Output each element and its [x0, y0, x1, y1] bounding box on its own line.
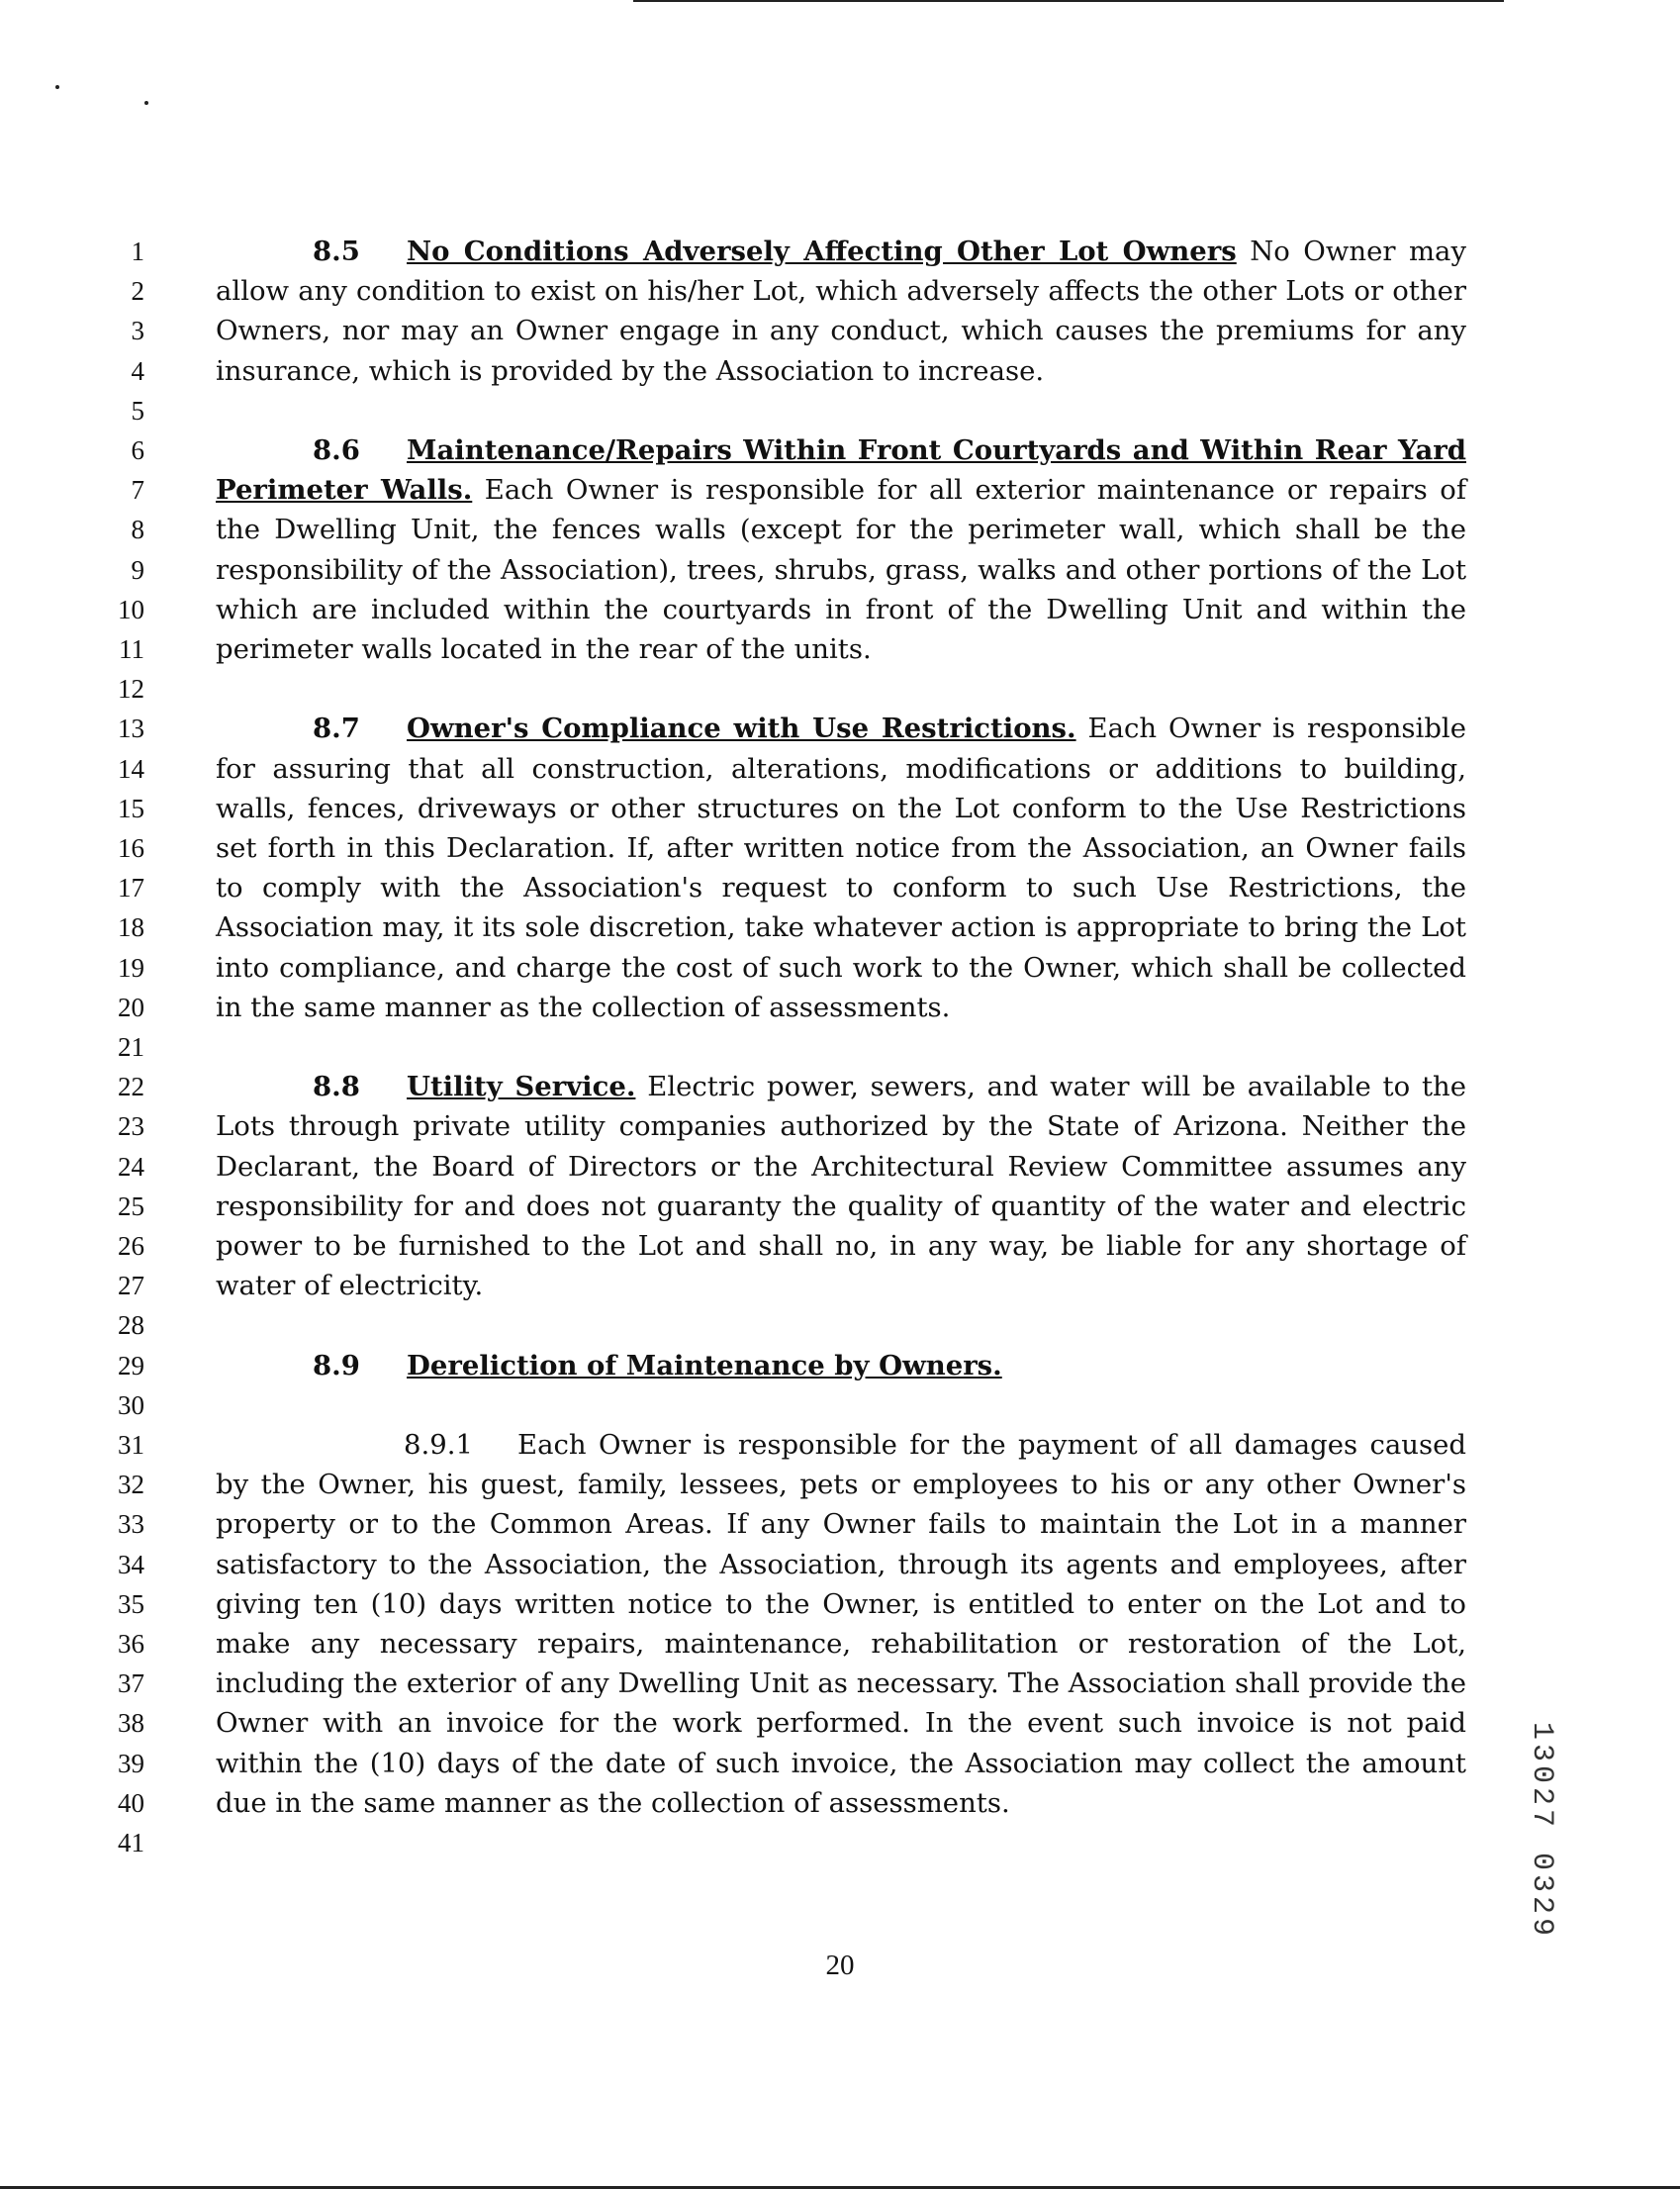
subsection-number: 8.9.1	[404, 1429, 473, 1462]
line-number: 23	[118, 1111, 144, 1142]
line-number: 36	[118, 1629, 144, 1659]
line-number: 12	[118, 674, 144, 705]
section-number: 8.8	[313, 1071, 360, 1103]
line-number: 4	[131, 355, 144, 386]
section-8-5	[216, 232, 1466, 391]
line-number: 9	[131, 554, 144, 585]
line-number: 33	[118, 1509, 144, 1540]
line-number: 40	[118, 1787, 144, 1818]
section-body: Electric power, sewers, and water will be available to the Lots through private utility companies authorized by the State of Arizona. Neither the Declarant, the Board of Directors or the Architectural Review Committee assumes any responsibility for and does not guaranty the quality of quantity of the water and electric power to be furnished to the Lot and shall no, in any way, be liable for any shortage of water of electricity.	[216, 1071, 1466, 1302]
document-body	[216, 232, 1466, 1823]
section-number: 8.7	[313, 713, 360, 745]
scan-speck	[144, 101, 148, 105]
line-number: 5	[131, 395, 144, 426]
section-heading: No Conditions Adversely Affecting Other Lot Owners	[407, 236, 1237, 267]
section-body: Each Owner is responsible for all exterior maintenance or repairs of the Dwelling Unit, the fences walls (except for the perimeter wall, which shall be the responsibility of the Association), trees, shrubs, grass, walks and other portions of the Lot which are included within the courtyards in front of the Dwelling Unit and within the perimeter walls located in the rear of the units.	[216, 474, 1467, 666]
line-number: 31	[118, 1430, 144, 1460]
line-number: 20	[118, 992, 144, 1022]
section-heading: Dereliction of Maintenance by Owners.	[407, 1349, 1002, 1381]
line-number: 30	[118, 1389, 144, 1420]
section-number: 8.6	[313, 434, 360, 466]
line-number: 2	[131, 276, 144, 307]
line-number: 1	[131, 237, 144, 266]
section-number: 8.5	[313, 236, 360, 267]
section-heading: Maintenance/Repairs Within Front Courtyards and Within Rear Yard Perimeter Walls.	[216, 434, 1466, 507]
section-8-6	[216, 430, 1466, 669]
line-number: 18	[118, 912, 144, 943]
line-number: 19	[118, 952, 144, 983]
section-8-9	[216, 1346, 1466, 1385]
top-scan-border	[633, 0, 1504, 2]
line-number: 26	[118, 1231, 144, 1261]
line-number: 7	[131, 475, 144, 506]
line-number: 35	[118, 1588, 144, 1619]
line-number: 34	[118, 1549, 144, 1579]
line-number: 17	[118, 873, 144, 904]
line-number: 29	[118, 1350, 144, 1380]
line-number: 32	[118, 1470, 144, 1500]
line-number: 38	[118, 1708, 144, 1739]
line-number: 16	[118, 833, 144, 863]
line-number: 6	[131, 435, 144, 465]
section-body: No Owner may allow any condition to exist on his/her Lot, which adversely affects the other Lots or other Owners, nor may an Owner engage in any conduct, which causes the premiums for any insurance, which is provided by the Association to increase.	[216, 236, 1466, 387]
line-number: 39	[118, 1748, 144, 1778]
line-number: 15	[118, 793, 144, 823]
recording-stamp: 13027 0329	[1525, 1722, 1558, 1941]
line-number: 41	[118, 1828, 144, 1857]
section-8-9-1	[216, 1425, 1466, 1823]
section-number: 8.9	[313, 1349, 360, 1381]
line-number: 27	[118, 1271, 144, 1301]
line-number: 24	[118, 1151, 144, 1182]
line-number: 8	[131, 515, 144, 545]
section-body: Each Owner is responsible for assuring that all construction, alterations, modifications or additions to building, walls, fences, driveways or other structures on the Lot conform to the Use Restrictions set forth in this Declaration. If, after written notice from the Association, an Owner fails to comply with the Association's request to conform to such Use Restrictions, the Association may, it its sole discretion, take whatever action is appropriate to bring the Lot into compliance, and charge the cost of such work to the Owner, which shall be collected in the same manner as the collection of assessments.	[216, 713, 1466, 1023]
scan-speck	[55, 85, 59, 89]
line-number: 28	[118, 1310, 144, 1341]
line-number: 25	[118, 1190, 144, 1221]
section-8-8	[216, 1067, 1466, 1305]
page-number: 20	[825, 1950, 855, 1981]
section-heading: Owner's Compliance with Use Restrictions.	[407, 713, 1076, 745]
line-number: 10	[118, 594, 144, 624]
line-number: 3	[131, 316, 144, 346]
section-8-7	[216, 709, 1466, 1027]
line-number: 13	[118, 714, 144, 744]
line-number: 21	[118, 1032, 144, 1062]
section-heading: Utility Service.	[407, 1071, 636, 1103]
line-number: 11	[119, 634, 144, 664]
section-body: Each Owner is responsible for the payment of all damages caused by the Owner, his guest, family, lessees, pets or employees to his or any other Owner's property or to the Common Areas. If any Owner fails to maintain the Lot in a manner satisfactory to the Association, the Association, through its agents and employees, after giving ten (10) days written notice to the Owner, is entitled to enter on the Lot and to make any necessary repairs, maintenance, rehabilitation or restoration of the Lot, including the exterior of any Dwelling Unit as necessary. The Association shall provide the Owner with an invoice for the work performed. In the event such invoice is not paid within the (10) days of the date of such invoice, the Association may collect the amount due in the same manner as the collection of assessments.	[216, 1429, 1466, 1819]
line-number: 14	[118, 753, 144, 784]
line-number: 22	[118, 1072, 144, 1102]
line-number: 37	[118, 1668, 144, 1699]
